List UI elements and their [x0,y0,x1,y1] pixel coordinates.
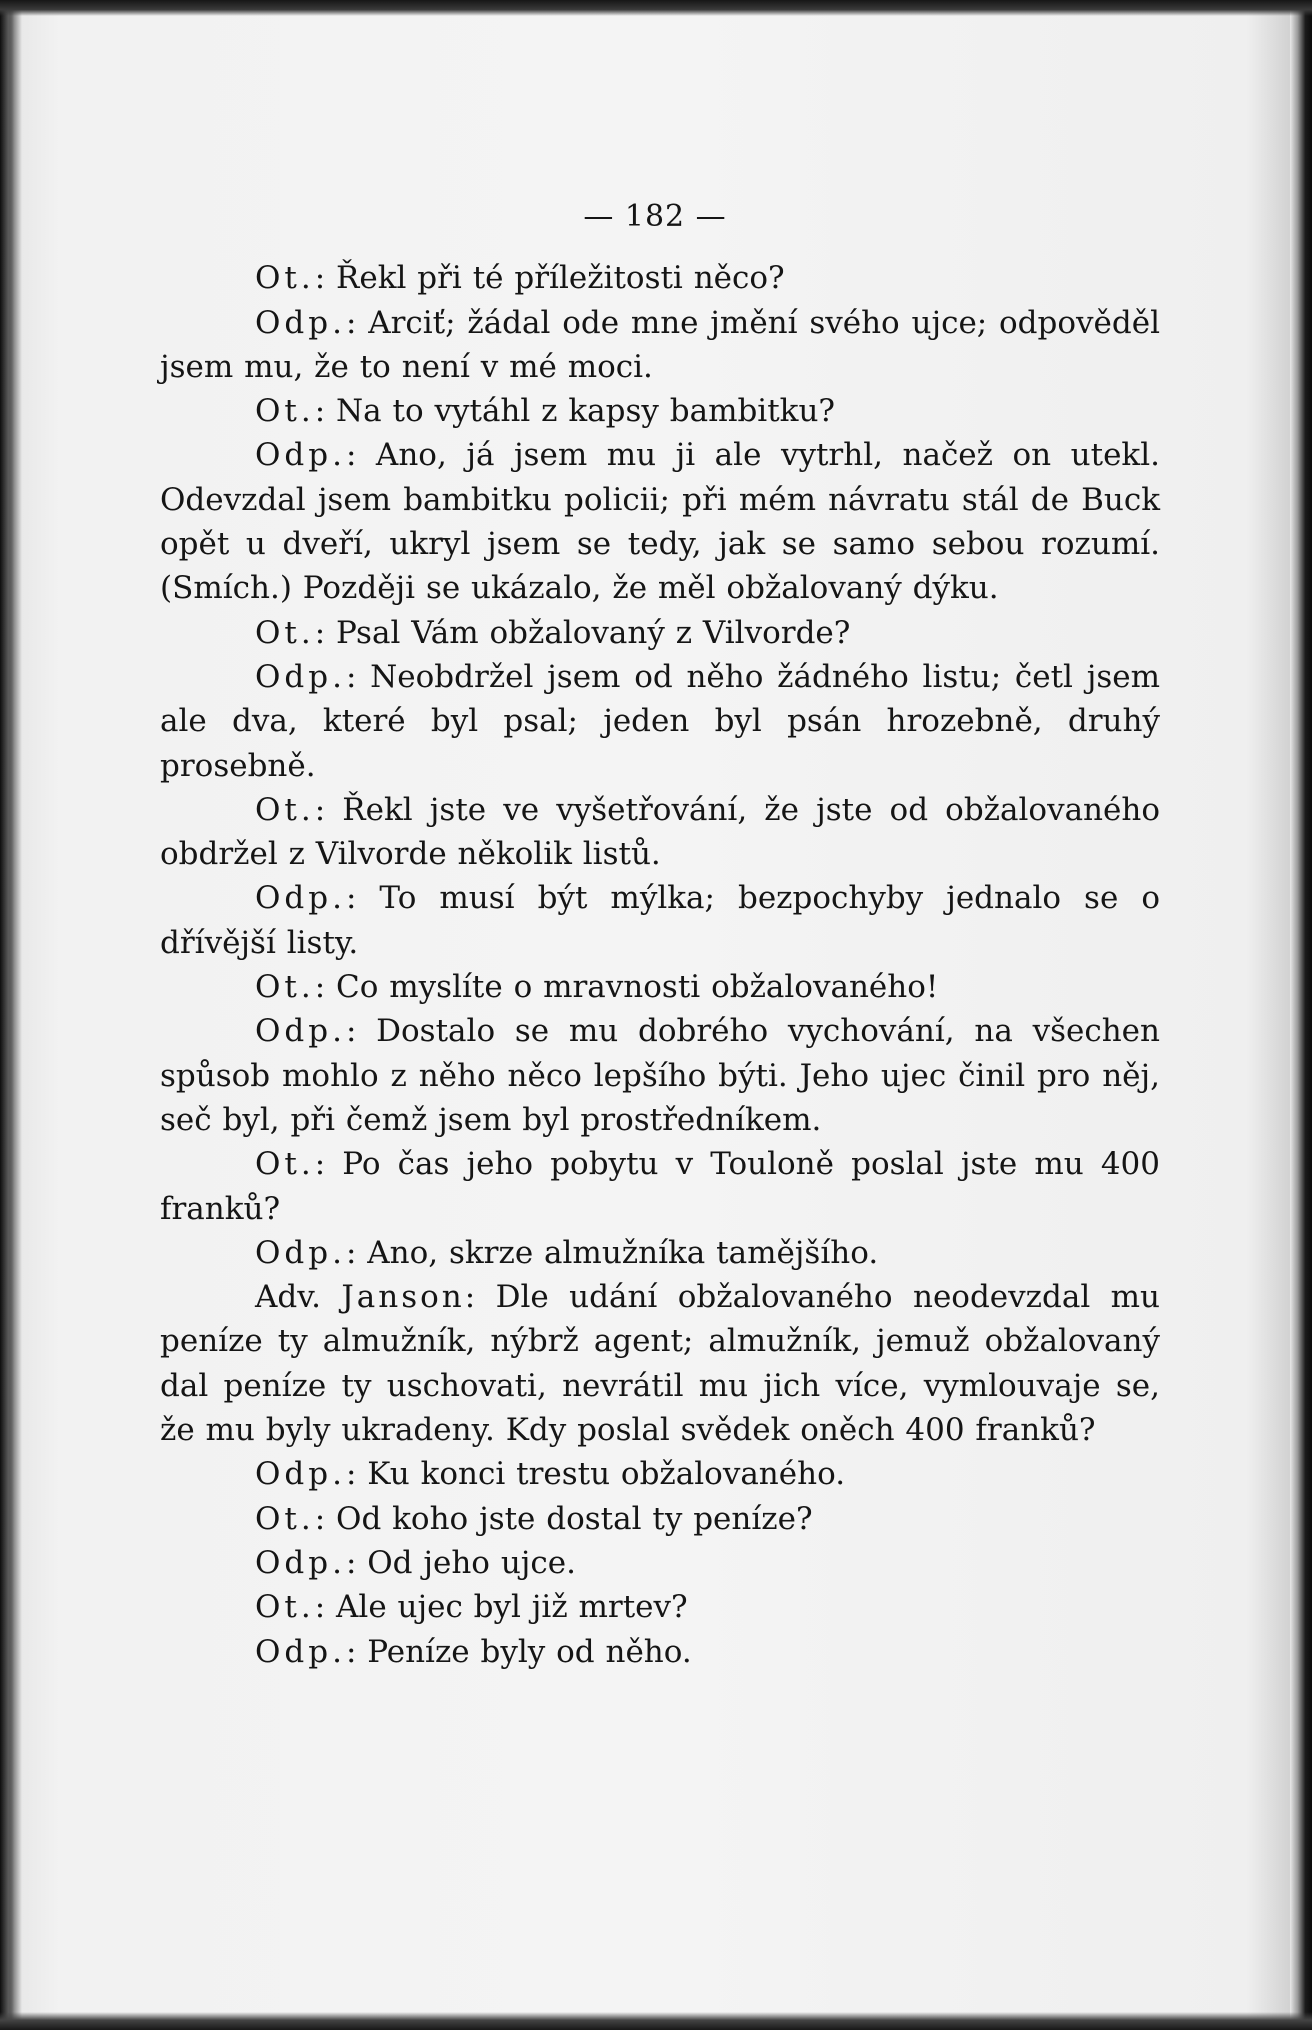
dialogue-text: : Na to vytáhl z kapsy bambitku? [314,393,836,430]
speaker-label: Odp. [255,1456,346,1493]
dialogue-text: : Řekl při té příležitosti něco? [314,260,785,297]
dialogue-text: : Ano, já jsem mu ji ale vytrhl, načež on utekl. Odevzdal jsem bambitku policii; při mém návratu stál de Buck opět u dveří, ukryl jsem se tedy, jak se samo sebou rozumí. (Smích.) Později se ukázalo, že měl obžalovaný dýku. [160,437,1160,607]
dialogue-text: : Co myslíte o mravnosti obžalovaného! [314,969,939,1006]
dialogue-line [160,1231,1160,1275]
dialogue-line [160,655,1160,788]
dialogue-line [160,1009,1160,1142]
dialogue-line [160,1497,1160,1541]
dialogue-line [160,1452,1160,1496]
speaker-label: Odp. [255,1234,346,1271]
speaker-label: Odp. [255,1633,346,1670]
speaker-label: Ot. [255,393,315,430]
scan-right-edge-shadow [1290,0,1312,2030]
speaker-prefix: Adv. [255,1279,342,1316]
speaker-label: Odp. [255,658,346,695]
speaker-label: Ot. [255,260,315,297]
dialogue-text: : Ku konci trestu obžalovaného. [345,1456,846,1493]
speaker-label: Ot. [255,1146,315,1183]
speaker-label: Ot. [255,614,315,651]
speaker-label: Odp. [255,437,346,474]
dialogue-text: : Arciť; žádal ode mne jmění svého ujce; odpověděl jsem mu, že to není v mé moci. [160,304,1160,385]
dialogue-line [160,611,1160,655]
dialogue-text: : Neobdržel jsem od něho žádného listu; četl jsem ale dva, které byl psal; jeden byl psán hrozebně, druhý prosebně. [160,658,1160,784]
dialogue-line [160,1142,1160,1231]
dialogue-text: : Od jeho ujce. [345,1544,576,1581]
dialogue-text: : Peníze byly od něho. [345,1633,692,1670]
dialogue-line [160,1585,1160,1629]
dialogue-text: : To musí být mýlka; bezpochyby jednalo se o dřívější listy. [160,880,1160,961]
scan-bottom-edge-shadow [0,2012,1312,2030]
book-page [160,195,1160,1674]
dialogue-text: : Od koho jste dostal ty peníze? [314,1500,813,1537]
dialogue-line [160,876,1160,965]
page-number: — 182 — [583,199,727,234]
dialogue-line [160,1630,1160,1674]
scan-left-edge-shadow [0,0,14,2030]
scan-top-edge-shadow [0,0,1312,16]
dialogue-text: : Dostalo se mu dobrého vychování, na všechen spůsob mohlo z něho něco lepšího býti. Jeho ujec činil pro něj, seč byl, při čemž jsem byl prostředníkem. [160,1013,1160,1138]
dialogue-line [160,433,1160,610]
speaker-label: Odp. [255,304,346,341]
speaker-label: Odp. [255,1544,346,1581]
speaker-label: Ot. [255,969,315,1006]
dialogue-line [160,1275,1160,1452]
dialogue-line [160,301,1160,390]
dialogue-text: : Řekl jste ve vyšetřování, že jste od obžalovaného obdržel z Vilvorde několik listů. [160,791,1160,873]
speaker-label: Janson [341,1279,465,1316]
dialogue-line [160,965,1160,1009]
dialogue-text: : Po čas jeho pobytu v Touloně poslal jste mu 400 franků? [160,1146,1160,1227]
speaker-label: Odp. [255,1013,346,1050]
dialogue-text: : Dle udání obžalovaného neodevzdal mu peníze ty almužník, nýbrž agent; almužník, jemuž obžalovaný dal peníze ty uschovati, nevrátil mu jich více, vymlouvaje se, že mu byly ukradeny. Kdy poslal svědek oněch 400 franků? [160,1279,1160,1449]
speaker-label: Ot. [255,1589,315,1626]
dialogue-line [160,256,1160,300]
dialogue-text: : Ano, skrze almužníka tamějšího. [345,1234,879,1271]
speaker-label: Ot. [255,791,315,828]
dialogue-line [160,1541,1160,1585]
dialogue-line [160,788,1160,877]
speaker-label: Ot. [255,1500,315,1537]
dialogue-line [160,389,1160,433]
dialogue-text: : Ale ujec byl již mrtev? [314,1589,688,1626]
speaker-label: Odp. [255,880,346,917]
dialogue-text: : Psal Vám obžalovaný z Vilvorde? [314,614,851,651]
